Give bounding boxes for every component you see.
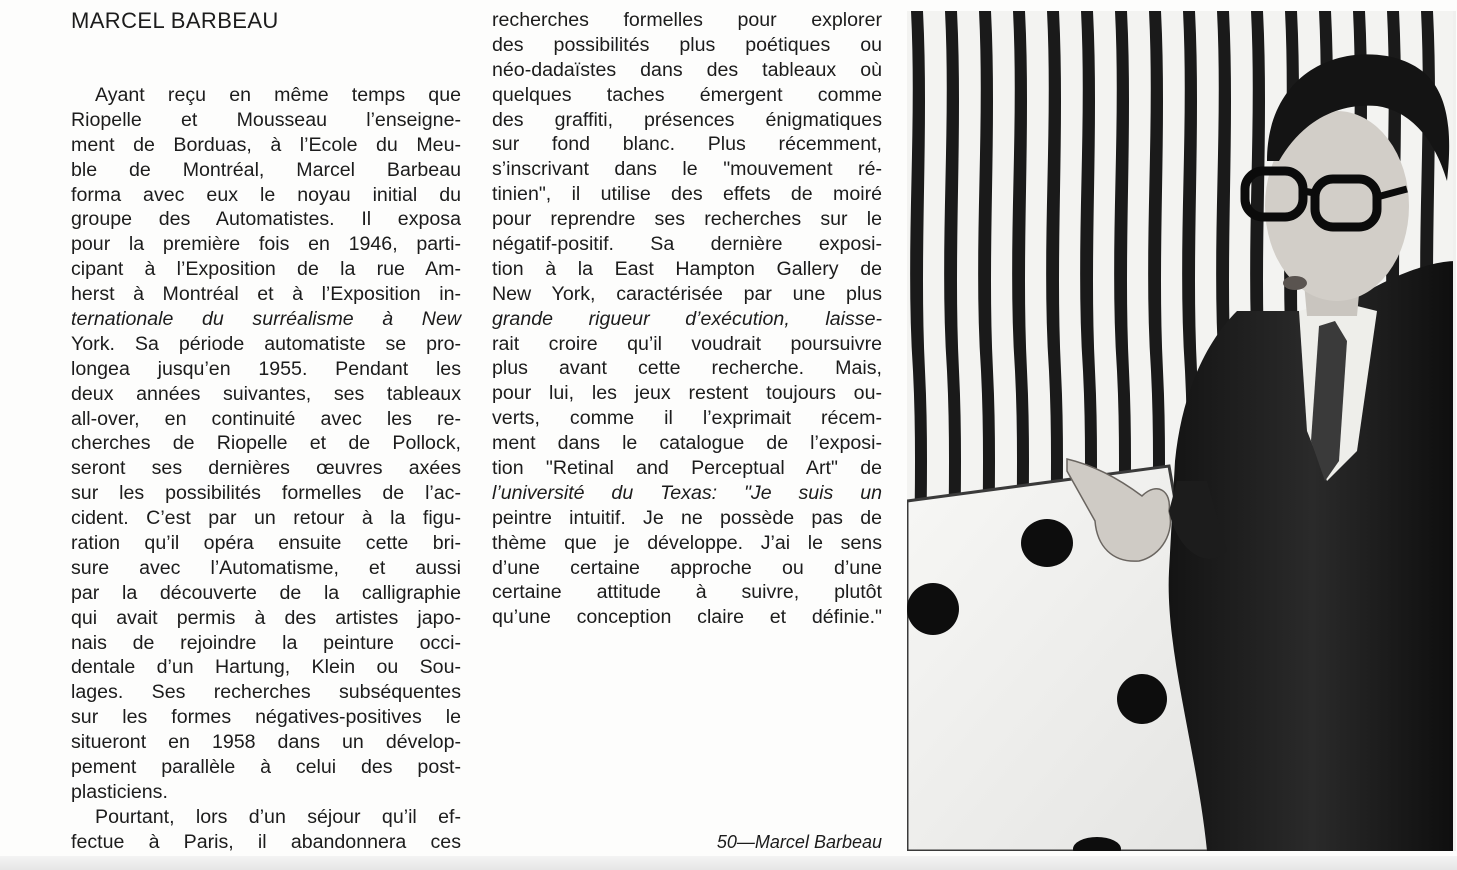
text-column-left xyxy=(71,83,461,855)
text-line: forma avec eux le noyau initial du xyxy=(71,183,461,206)
text-line: d’une certaine approche ou d’une xyxy=(492,556,882,579)
text-line: verts, comme il l’exprimait récem- xyxy=(492,407,882,430)
text-line: par la découverte de la calligraphie xyxy=(71,581,461,604)
text-line: négatif-positif. Sa dernière exposi- xyxy=(492,233,882,256)
artist-photo xyxy=(907,11,1456,851)
text-column-right xyxy=(492,8,882,630)
canvas-dot xyxy=(907,583,959,635)
text-line: groupe des Automatistes. Il exposa xyxy=(71,208,461,231)
text-line: rait croire qu’il voudrait poursuivre xyxy=(492,332,882,355)
text-line: fectue à Paris, il abandonnera ces xyxy=(71,830,461,853)
text-line: des graffiti, présences énigmatiques xyxy=(492,108,882,131)
text-line: ration qu’il opéra ensuite cette bri- xyxy=(71,532,461,555)
photo-illustration xyxy=(907,11,1456,851)
photo-caption: 50—Marcel Barbeau xyxy=(716,832,882,852)
text-line: cident. C’est par un retour à la figu- xyxy=(71,507,461,530)
text-line: Ayant reçu en même temps que xyxy=(95,84,461,106)
text-line: pement parallèle à celui des post- xyxy=(71,756,461,779)
text-line: pour lui, les jeux restent toujours ou- xyxy=(492,382,882,405)
text-line: deux années suivantes, ses tableaux xyxy=(71,382,461,405)
text-line: ment dans le catalogue de l’exposi- xyxy=(492,432,882,455)
text-line: plasticiens. xyxy=(71,780,168,803)
text-line: ment de Borduas, à l’Ecole du Meu- xyxy=(71,133,461,156)
text-line: peintre intuitif. Je ne possède pas de xyxy=(492,506,882,529)
text-line: qui avait permis à des artistes japo- xyxy=(71,606,461,629)
text-line: sur les possibilités formelles de l’ac- xyxy=(71,482,461,505)
text-line: s’inscrivant dans le "mouvement ré- xyxy=(492,158,882,181)
canvas-dot xyxy=(1021,519,1073,567)
text-line: situeront en 1958 dans un dévelop- xyxy=(71,731,461,754)
text-line: tion à la East Hampton Gallery de xyxy=(492,257,882,280)
text-line: ble de Montréal, Marcel Barbeau xyxy=(71,158,461,181)
text-line: cherches de Riopelle et de Pollock, xyxy=(71,432,461,455)
text-line: tion "Retinal and Perceptual Art" de xyxy=(492,457,882,480)
artist-mouth xyxy=(1283,276,1307,290)
text-line: Riopelle et Mousseau l’enseigne- xyxy=(71,108,461,131)
text-line: cipant à l’Exposition de la rue Am- xyxy=(71,258,461,281)
text-line: lages. Ses recherches subséquentes xyxy=(71,681,461,704)
text-line: sur fond blanc. Plus récemment, xyxy=(492,133,882,156)
text-line: pour la première fois en 1946, parti- xyxy=(71,233,461,256)
text-line: grande rigueur d’exécution, laisse- xyxy=(492,307,882,330)
text-line: thème que je développe. J’ai le sens xyxy=(492,531,882,554)
article-title: MARCEL BARBEAU xyxy=(71,8,279,33)
text-line: all-over, en continuité avec les re- xyxy=(71,407,461,430)
text-line: certaine attitude à suivre, plutôt xyxy=(492,581,882,604)
photo-edge xyxy=(1453,11,1456,851)
text-line: New York, caractérisée par une plus xyxy=(492,282,882,305)
text-line: ternationale du surréalisme à New xyxy=(71,308,461,331)
text-line: longea jusqu’en 1955. Pendant les xyxy=(71,357,461,380)
text-line: herst à Montréal et à l’Exposition in- xyxy=(71,283,461,306)
text-line: nais de rejoindre la peinture occi- xyxy=(71,631,461,654)
text-line: pour reprendre ses recherches sur le xyxy=(492,208,882,231)
page-bottom-edge xyxy=(0,856,1457,870)
text-line: York. Sa période automatiste se pro- xyxy=(71,332,461,355)
text-line: dentale d’un Hartung, Klein ou Sou- xyxy=(71,656,461,679)
text-line: l’université du Texas: "Je suis un xyxy=(492,481,882,504)
text-line: des possibilités plus poétiques ou xyxy=(492,33,882,56)
text-line: sure avec l’Automatisme, et aussi xyxy=(71,556,461,579)
text-line: Pourtant, lors d’un séjour qu’il ef- xyxy=(95,805,461,828)
text-line: qu’une conception claire et définie." xyxy=(492,606,882,629)
canvas-dot xyxy=(1117,674,1167,724)
text-line: tinien", il utilise des effets de moiré xyxy=(492,183,882,206)
text-line: néo-dadaïstes dans des tableaux où xyxy=(492,58,882,81)
text-line: sur les formes négatives-positives le xyxy=(71,706,461,729)
text-line: plus avant cette recherche. Mais, xyxy=(492,357,882,380)
text-line: quelques taches émergent comme xyxy=(492,83,882,106)
text-line: seront ses dernières œuvres axées xyxy=(71,457,461,480)
text-line: recherches formelles pour explorer xyxy=(492,9,882,31)
